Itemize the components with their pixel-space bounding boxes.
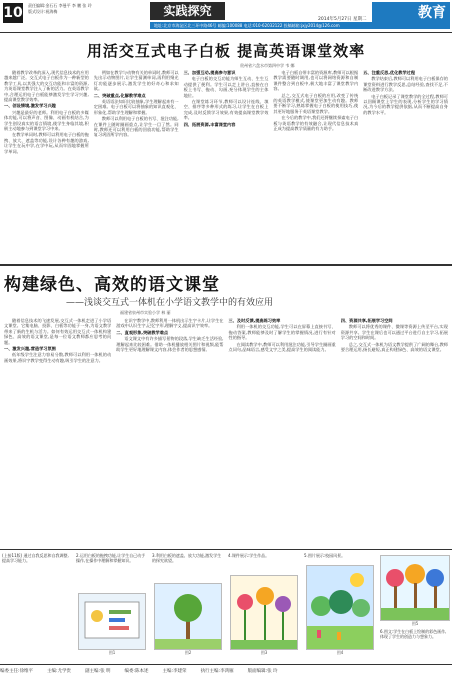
- figure-label: 图5: [411, 621, 419, 626]
- article2-title: 构建绿色、高效的语文课堂: [4, 275, 220, 295]
- article2-body: [4, 318, 448, 546]
- figure-caption: 6.图文:学生在白板上绘制的彩色画作,体现了学生的创造力与想象力。: [380, 629, 447, 640]
- figure-label: 图2: [184, 650, 192, 655]
- footer-credit: 主编:尤学贵: [47, 669, 72, 674]
- section-heading: 二、直观形象,突破教学难点: [116, 329, 169, 335]
- header-design: 版式设计:祝海梅: [28, 9, 58, 14]
- section-heading: 四、拓展资源,丰富课堂内容: [183, 121, 236, 127]
- figure-image: [380, 555, 450, 626]
- figure-label: 图3: [260, 650, 268, 655]
- paragraph: 在识字教学中,教师利用一体机出示生字卡片,让学生在游戏中认识生字,记忆字形,理解字义,提高识字效率。: [116, 318, 224, 329]
- figure-caption: 2.运用白板的拖拽功能,让学生自己动手操作,在操作中理解和掌握知识。: [76, 553, 146, 564]
- figure-5: [380, 553, 450, 661]
- paragraph: 英语语法知识比较抽象,学生理解起来有一定困难。电子白板可以将抽象的知识直观化、形象化,帮助学生理解和掌握。: [93, 99, 179, 115]
- header-divider: [0, 32, 452, 33]
- text-column: [94, 70, 179, 260]
- paragraph: 总之,交互式一体机为语文教学提供了广阔的舞台,教师要合理运用,扬长避短,真正构建绿色、高效的语文课堂。: [340, 341, 448, 353]
- article2-subtitle: ——浅谈交互式一体机在小学语文教学中的有效应用: [66, 298, 274, 308]
- figure-label: 图1: [108, 650, 116, 655]
- figure-strip: [2, 553, 450, 661]
- page-footer: [0, 664, 452, 679]
- footer-credit: 副主编:张 明: [85, 669, 111, 674]
- flowers-drawing-icon: [231, 576, 297, 649]
- figure-caption: 5.图片展示:校园风景。: [304, 553, 346, 558]
- paragraph: 随着信息技术的飞速发展,交互式一体机走进了小学语文课堂。它集电脑、投影、白板等功能于一身,为语文教学带来了新的生机与活力。如何有效运用交互式一体机构建绿色、高效的语文课堂,是每一位语文教师都应思考的问题。: [4, 318, 112, 345]
- paragraph: 兴趣是最好的老师。利用电子白板的多媒体功能,可以将声音、图像、动画有机结合,为学生创设真实的语言情境,使学生身临其境,积极主动地参与到课堂学习中来。: [4, 109, 89, 132]
- section-heading: 二、突破重点,化解教学难点: [93, 92, 146, 98]
- text-column: [116, 318, 223, 546]
- section-heading: 三、加强互动,提高参与意识: [183, 70, 236, 75]
- paragraph: 低年级学生注意力容易分散,教师可以利用一体机的动画效果,将识字教学变得生动有趣,吸引学生的注意力。: [4, 352, 112, 363]
- page-number: 10: [3, 5, 23, 21]
- header-contact-bar: 地址:北京市海淀区北三环中路46号 邮编:100088 电话:010-62032122 投稿邮箱:jxjy2014@126.com: [150, 22, 450, 29]
- section-heading: 三、及时反馈,提高练习效率: [228, 318, 281, 323]
- article1-body: [4, 70, 448, 260]
- tree-drawing-icon: [155, 584, 221, 649]
- colorful-trees-icon: [381, 556, 449, 620]
- figure-3: [228, 553, 300, 661]
- article1-title: 用活交互式电子白板 提高英语课堂效率: [86, 42, 366, 60]
- paragraph: 例如在教学与动物有关的单词时,教师可以先出示动物图片,让学生猜测单词,再利用聚光灯功能逐步展示,激发学生的好奇心和求知欲。: [93, 70, 179, 92]
- text-column: [4, 318, 111, 546]
- figure-4: [304, 553, 376, 661]
- figure-2: [152, 553, 224, 661]
- figure-0: [2, 553, 72, 661]
- paragraph: 在阅读教学中,教师可以利用批注功能,引导学生圈画重点词句,品味语言,感受文字之美,提高学生的阅读能力。: [228, 341, 336, 353]
- paragraph: 语文课文中有许多描写景物的段落,学生缺乏生活经验,理解起来比较困难。借助一体机播放相关图片和视频,能帮助学生更好地理解课文内容,体会作者的思想感情。: [116, 336, 224, 353]
- whiteboard-icon: [79, 594, 145, 649]
- footer-credit: 编委:陈本述: [124, 669, 149, 674]
- figure-caption: 3.利用白板的遮盖、放大功能,激发学生的探究欲望。: [152, 553, 222, 564]
- paragraph: 教师可以利用电子白板的书写、批注功能,在课件上随时圈画重点,让学生一目了然。同时,教师还可以利用白板的回放功能,帮助学生复习巩固所学内容。: [93, 116, 179, 138]
- strip-divider: [0, 549, 452, 550]
- footer-credit: 主编:李建荣: [162, 669, 187, 674]
- figure-image: [78, 593, 146, 655]
- article2-byline: 福建省泉州市实验小学 林 丽: [120, 310, 171, 315]
- paragraph: 教学结束后,教师可以利用电子白板保存的课堂资料进行教学反思,总结经验,查找不足,不断改进教学方法。: [363, 76, 448, 93]
- figure-label: 图4: [336, 650, 344, 655]
- figure-image: [230, 575, 298, 655]
- section-heading: 四、资源共享,拓展学习空间: [340, 318, 393, 323]
- paragraph: 电子白板的交互功能为师生互动、生生互动提供了便利。学生可以走上讲台,直接在白板上书写、拖动、勾画,充分体现学生的主体地位。: [183, 76, 269, 98]
- paragraph: 在今后的教学中,我们还将继续探索电子白板与英语教学的有效融合,让现代信息技术真正成为提高教学质量的有力助手。: [273, 115, 359, 132]
- page-header: [0, 0, 452, 32]
- paragraph: 在课堂练习环节,教师可以设计连线、填空、排序等多种形式的练习,让学生在白板上完成,及时反馈学习效果,有效提高课堂教学效率。: [183, 99, 269, 121]
- paragraph: 电子白板自带丰富的资源库,教师可以根据教学需要随时调用,也可以将网络资源和自制课件整合到白板中,极大地丰富了课堂教学内容。: [273, 70, 359, 92]
- paragraph: 教师可以将优秀的课件、微课等资源上传至平台,实现资源共享。学生在课后也可以通过平台进行自主学习,拓展学习的空间和时间。: [340, 324, 448, 341]
- masthead-logo: 教育: [372, 2, 450, 24]
- text-column: [184, 70, 269, 260]
- paragraph: 总之,交互式电子白板的应用,改变了传统的英语教学模式,使课堂更加生动有趣。教师要不断学习,熟练掌握电子白板的使用技巧,使其更好地服务于英语课堂教学。: [273, 92, 359, 114]
- paragraph: 随着教学改革的深入,现代信息技术的应用越来越广泛。交互式电子白板作为一种新型的教学工具,以其强大的交互功能和丰富的资源,为英语课堂教学注入了新的活力。在英语教学中,合理运用电子白板能够激发学生学习兴趣,提高课堂教学效率。: [4, 70, 89, 103]
- paragraph: 在教学单词时,教师可以利用电子白板的拖拽、放大、遮盖等功能,设计各种有趣的游戏,让学生在玩中学,在学中玩,从而牢固地掌握所学单词。: [4, 132, 89, 154]
- section-heading: 五、注重反思,优化教学过程: [363, 70, 416, 75]
- article1-byline: 贵州省六盘水市第四中学 韦 娜: [240, 63, 295, 68]
- landscape-drawing-icon: [307, 566, 373, 649]
- paragraph: 电子白板记录了课堂教学的全过程,教师可以回顾课堂上学生的表现,分析学生的学习情况,为今后的教学提供依据,从而不断提高自身的教学水平。: [363, 93, 448, 115]
- section-heading: 一、创设情境,激发学习兴趣: [4, 103, 56, 109]
- section-title: 实践探究: [150, 2, 225, 20]
- text-column: [229, 318, 336, 546]
- article-divider: [0, 264, 452, 266]
- figure-image: [154, 583, 222, 655]
- figure-image: [306, 565, 374, 655]
- text-column: [273, 70, 358, 260]
- footer-credit: 编委主任:徐维平: [0, 669, 34, 674]
- figure-caption: (上接11版) 通过自我反思和自我调整,提高学习能力。: [2, 553, 69, 564]
- text-column: [341, 318, 448, 546]
- figure-1: [76, 553, 148, 661]
- header-credits: [28, 3, 148, 15]
- text-column: [363, 70, 448, 260]
- header-editors: 责任编辑:金石石 李曼平 李 鹏 张 玲: [28, 3, 92, 8]
- footer-credit: 版面编辑:张 玲: [247, 669, 278, 674]
- footer-credit: 执行主编:李鸿雁: [200, 669, 234, 674]
- figure-caption: 4.课件展示:学生作品。: [228, 553, 270, 558]
- paragraph: 利用一体机的交互功能,学生可以在屏幕上直接书写、拖动答案,教师能够及时了解学生的掌握情况,进行有针对性的指导。: [228, 324, 336, 341]
- issue-date: 2014年5月27日 星期二: [318, 17, 367, 22]
- section-heading: 一、激发兴趣,营造学习氛围: [4, 346, 56, 352]
- text-column: [4, 70, 89, 260]
